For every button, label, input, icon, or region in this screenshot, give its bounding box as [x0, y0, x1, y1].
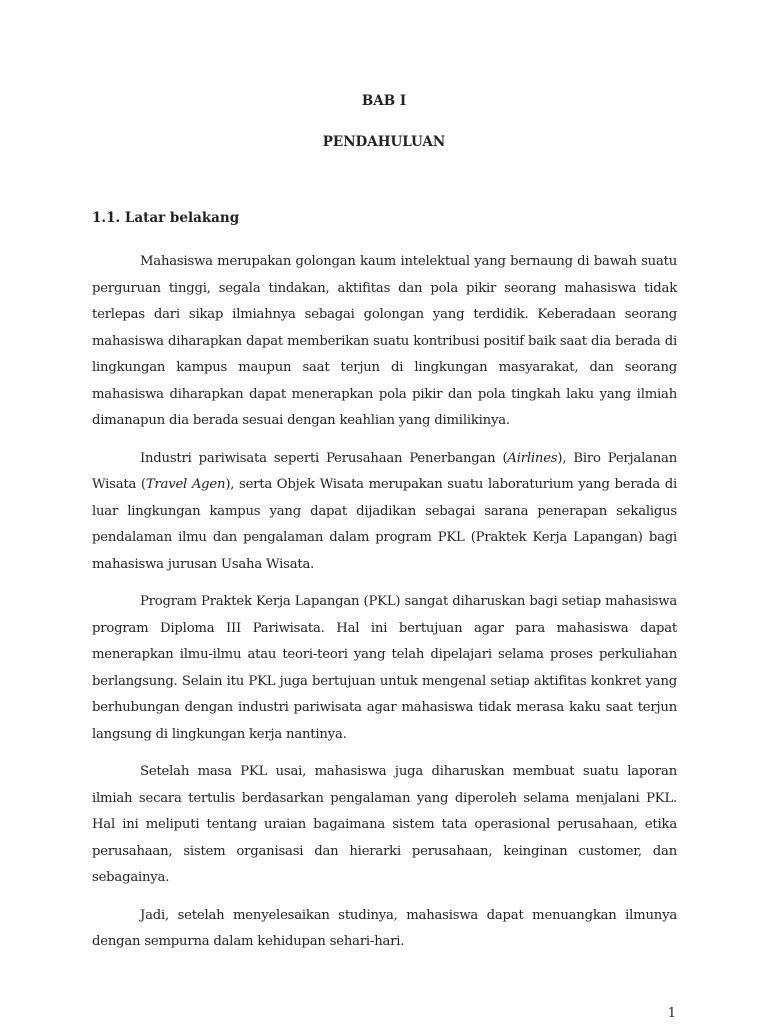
paragraph-3: Program Praktek Kerja Lapangan (PKL) sangat diharuskan bagi setiap mahasiswa program Diploma III Pariwisata. Hal ini bertujuan agar para mahasiswa dapat menerapkan ilmu-ilmu atau teori-teori yang telah dipelajari selama proses perkuliahan berlangsung. Selain itu PKL juga bertujuan untuk mengenal setiap aktifitas konkret yang berhubungan dengan industri pariwisata agar mahasiswa tidak merasa kaku saat terjun langsung di lingkungan kerja nantinya. [92, 594, 677, 742]
body-text [92, 249, 677, 967]
paragraph-2-italic-2: Travel Agen [145, 477, 226, 492]
chapter-title: PENDAHULUAN [322, 134, 446, 150]
page-number: 1 [667, 1006, 676, 1021]
paragraph-2-text-2: ), Biro Perjalanan Wisata ( [92, 450, 678, 492]
chapter-number: BAB I [361, 93, 407, 109]
paragraph-1: Mahasiswa merupakan golongan kaum intelektual yang bernaung di bawah suatu perguruan tinggi, segala tindakan, aktifitas dan pola pikir seorang mahasiswa tidak terlepas dari sikap ilmiahnya sebagai golongan yang terdidik. Keberadaan seorang mahasiswa diharapkan dapat memberikan suatu kontribusi positif baik saat dia berada di lingkungan kampus maupun saat terjun di lingkungan masyarakat, dan seorang mahasiswa diharapkan dapat menerapkan pola pikir dan pola tingkah laku yang ilmiah dimanapun dia berada sesuai dengan keahlian yang dimilikinya. [92, 254, 677, 428]
paragraph-2-text-3: ), serta Objek Wisata merupakan suatu laboraturium yang berada di luar lingkungan kampus yang dapat dijadikan sebagai sarana penerapan sekaligus pendalaman ilmu dan pengalaman dalam program PKL (Praktek Kerja Lapangan) bagi mahasiswa jurusan Usaha Wisata. [92, 477, 677, 572]
paragraph-2-italic-1: Airlines [507, 450, 558, 466]
paragraph-4: Setelah masa PKL usai, mahasiswa juga diharuskan membuat suatu laporan ilmiah secara tertulis berdasarkan pengalaman yang diperoleh selama menjalani PKL. Hal ini meliputi tentang uraian bagaimana sistem tata operasional perusahaan, etika perusahaan, sistem organisasi dan hierarki perusahaan, keinginan customer, dan sebagainya. [92, 764, 677, 885]
paragraph-2 [92, 446, 677, 579]
section-heading: 1.1. Latar belakang [92, 210, 240, 226]
paragraph-5: Jadi, setelah menyelesaikan studinya, mahasiswa dapat menuangkan ilmunya dengan sempurna dalam kehidupan sehari-hari. [92, 907, 677, 949]
paragraph-2-text-1: Industri pariwisata seperti Perusahaan Penerbangan ( [140, 450, 508, 466]
